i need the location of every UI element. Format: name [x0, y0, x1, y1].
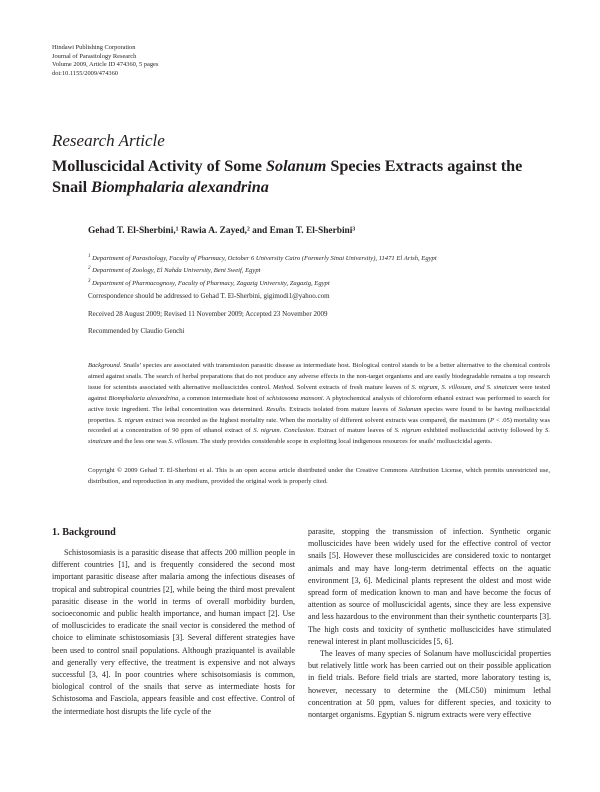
species-name: S. villosum: [168, 438, 198, 446]
author-list: Gehad T. El-Sherbini,¹ Rawia A. Zayed,² and Eman T. El-Sherbini³: [88, 226, 356, 236]
affiliation-marker: 3: [88, 278, 91, 284]
affiliation-marker: 1: [88, 254, 91, 259]
paragraph: The leaves of many species of Solanum have molluscicidal properties but relatively little work has been carried out on their possible application in field trials. Before field trials are started, more laboratory testing is, however, necessary to determine the (MLC50) minimum lethal concentration at 50 ppm, values for different species, and toxicity to nontarget organisms. Egyptian S. nigrum extracts were very effective: [308, 649, 551, 720]
abstract-text: extract was recorded as the highest mortality rate. When the mortality of different solvent extracts was compared, the maximum (: [143, 416, 490, 424]
abstract-text: and the less one was: [111, 438, 169, 446]
affiliation-2: [88, 264, 437, 276]
abstract-text: .: [279, 427, 284, 435]
recommended-by: Recommended by Claudio Genchi: [88, 327, 185, 335]
body-column-right: [308, 526, 551, 721]
species-name: Solanum: [398, 405, 422, 413]
abstract-text: exhibited molluscicidal activity followed by: [420, 427, 546, 435]
abstract: [88, 361, 550, 448]
paper-title: [52, 156, 552, 198]
affiliations: [88, 252, 437, 289]
article-type: Research Article: [52, 131, 165, 150]
abstract-text: species were found to be having molluscicidal properties.: [88, 405, 550, 424]
abstract-text: Extracts isolated from mature leaves of: [286, 405, 399, 413]
journal-header: [52, 44, 158, 78]
affiliation-3: [88, 277, 437, 289]
species-name: Biomphalaria alexandrina: [108, 394, 179, 402]
abstract-label-method: Method.: [273, 383, 295, 391]
abstract-text: were tested against: [88, 383, 551, 402]
affiliation-text: Department of Pharmacognosy, Faculty of Pharmacy, Zagazig University, Zagazig, Egypt: [92, 279, 330, 287]
abstract-text: Extract of mature leaves of: [315, 427, 395, 435]
p-value-symbol: P: [490, 416, 494, 424]
abstract-label-background: Background.: [88, 362, 122, 369]
title-italic-1: Solanum: [266, 157, 327, 175]
affiliation-marker: 2: [88, 266, 91, 272]
paragraph: Schistosomiasis is a parasitic disease that affects 200 million people in different countries [1], and is frequently considered the second most important parasitic disease after malaria among the infectious diseases of tropical and subtropical countries [2], while being the third most prevalent parasitic disease in the world in terms of overall morbidity burden, socioeconomic and public health importance, and human impact [2]. Use of molluscicides to eradicate the snail vector is considered the method of choice to eliminate schistosomiasis [3]. Several different strategies have been used to control snail populations. Although praziquantel is available and generally very effective, the treatment is expensive and not always successful [3, 4]. In poor countries where schisotsomiasis is common, biological control of the snails that serve as intermediate hosts for Schistosoma and Fasciola, appears feasible and cost effective. Control of the intermediate host disrupts the life cycle of the: [52, 548, 295, 716]
journal-name: Journal of Parasitology Research: [52, 52, 137, 60]
dates: Received 28 August 2009; Revised 11 November 2009; Accepted 23 November 2009: [88, 310, 328, 318]
species-name: S. nigrum, S. villosum, and S. sinaicum: [411, 383, 518, 391]
species-name: S. nigrum: [253, 427, 280, 435]
title-italic-2: Biomphalaria alexandrina: [91, 178, 269, 196]
species-name: schistosoma mansoni: [266, 394, 323, 402]
abstract-text: . The study provides considerable scope in exploiting local indigenous resources for snails’ molluscicidal agents.: [197, 438, 493, 446]
affiliation-text: Department of Parasitology, Faculty of Pharmacy, October 6 University Cairo (Formerly Sinai University), 11471 El Arish, Egypt: [92, 255, 437, 263]
abstract-text: , a common intermediate host of: [178, 394, 267, 402]
correspondence: Correspondence should be addressed to Gehad T. El-Sherbini, gigimodi1@yahoo.com: [88, 292, 330, 300]
title-text-1: Molluscicidal Activity of Some: [52, 157, 267, 175]
abstract-text: Snails’ species are associated with transmission parasitic disease as intermediate host. Biological control stands to be a better alternative to the chemical controls aimed against snails. The search of herbal preparations that do not produce any adverse effects in the non-target organisms and are easily biodegradable remains a top research issue for scientists associated with alternative molluscicides control.: [88, 362, 550, 391]
abstract-label-conclusion: Conclusion.: [283, 427, 316, 435]
copyright-notice: Copyright © 2009 Gehad T. El-Sherbini et al. This is an open access article distributed under the Creative Commons Attribution License, which permits unrestricted use, distribution, and reproduction in any medium, provided the original work is properly cited.: [88, 467, 550, 485]
species-name: S. sinaicum: [88, 427, 550, 446]
species-name: S. nigrum: [117, 416, 144, 424]
title-text-2: Species Extracts against the Snail: [52, 157, 523, 196]
body-column-left: [52, 547, 295, 718]
section-heading: 1. Background: [52, 527, 116, 538]
volume-info: Volume 2009, Article ID 474360, 5 pages: [52, 61, 159, 69]
publisher-name: Hindawi Publishing Corporation: [52, 44, 136, 51]
abstract-label-results: Results.: [266, 405, 287, 413]
species-name: S. nigrum: [394, 427, 421, 435]
abstract-text: Solvent extracts of fresh mature leaves of: [294, 383, 412, 391]
affiliation-text: Department of Zoology, El Nahda University, Beni Sweif, Egypt: [92, 267, 261, 275]
affiliation-1: [88, 252, 437, 264]
abstract-text: < .05) mortality was recorded at a concentration of 90 ppm of ethanol extract of: [88, 416, 550, 435]
doi: doi:10.1155/2009/474360: [52, 69, 118, 77]
abstract-text: . A phytochemical analysis of chloroform ethanol extract was performed to search for active toxic ingredient. The lethal concentration was determined.: [88, 394, 551, 413]
paragraph: parasite, stopping the transmission of infection. Synthetic organic molluscicides have been widely used for the effective control of vector snails [5]. However these molluscicides are considered toxic to nontarget animals and may have long-term detrimental effects on the aquatic environment [3, 6]. Medicinal plants represent the oldest and most wide spread form of medication known to man and have become the focus of attention as source of molluscicidal agents, since they are less expensive and less hazardous to the environment than their synthetic counterparts [3]. The high costs and toxicity of synthetic molluscicides have stimulated renewal interest in plant molluscicides [5, 6].: [308, 527, 551, 646]
